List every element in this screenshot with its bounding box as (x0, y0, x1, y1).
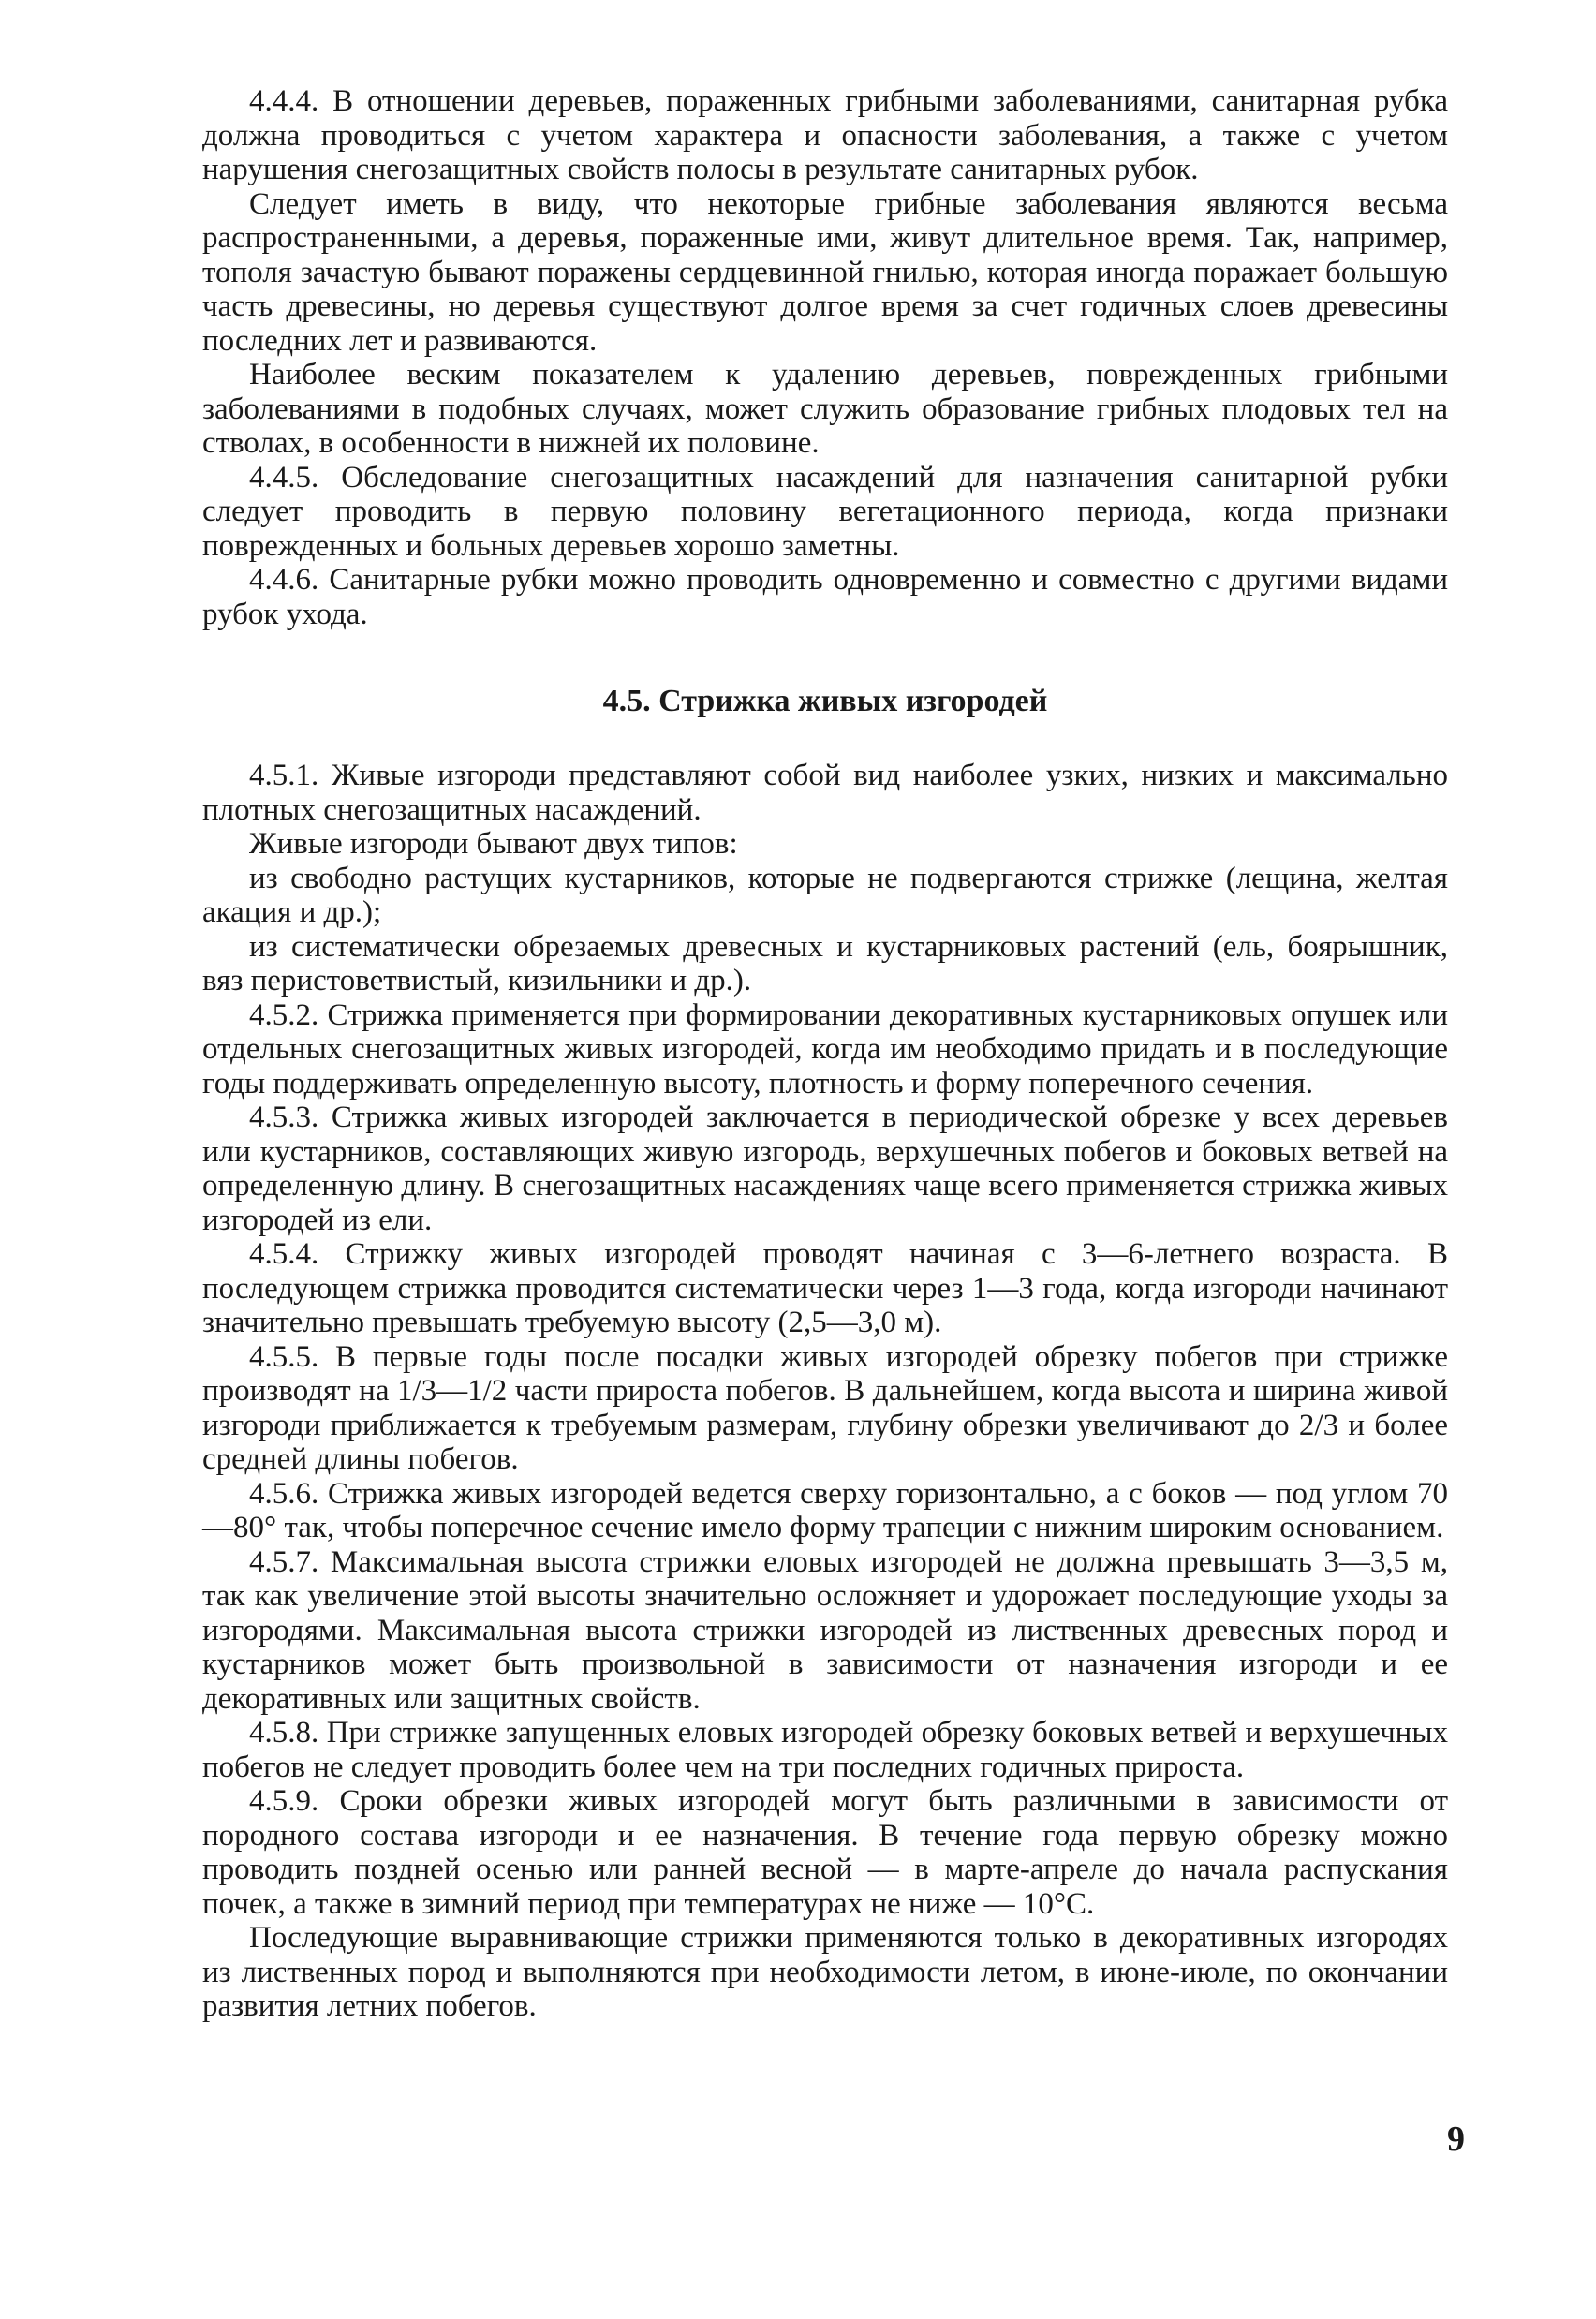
document-page (202, 84, 1448, 2024)
paragraph-hedge-types: Живые изгороди бывают двух типов: (249, 827, 738, 861)
paragraph-4-4-6: 4.4.6. Санитарные рубки можно проводить одновременно и совместно с другими видами рубок ухода. (202, 563, 1448, 631)
paragraph-removal-indicator: Наиболее веским показателем к удалению деревьев, поврежденных грибными заболеваниями в подобных случаях, может служить образование грибных плодовых тел на стволах, в особенности в нижней их половине. (202, 358, 1448, 460)
paragraph-4-5-5: 4.5.5. В первые годы после посадки живых изгородей обрезку побегов при стрижке производят на 1/3—1/2 части прироста побегов. В дальнейшем, когда высота и ширина живой изгороди приближается к требуемым размерам, глубину обрезки увеличивают до 2/3 и более средней длины побегов. (202, 1339, 1448, 1476)
section-4-5-text (202, 759, 1448, 2024)
paragraph-4-5-6: 4.5.6. Стрижка живых изгородей ведется сверху горизонтально, а с боков — под углом 70—80° так, чтобы поперечное сечение имело форму трапеции с нижним широким основанием. (202, 1476, 1448, 1544)
section-4-4-text (202, 84, 1448, 631)
paragraph-followup-trims: Последующие выравнивающие стрижки применяются только в декоративных изгородях из лиственных пород и выполняются при необходимости летом, в июне-июле, по окончании развития летних побегов. (202, 1921, 1448, 2023)
paragraph-4-4-5: 4.4.5. Обследование снегозащитных насаждений для назначения санитарной рубки следует проводить в первую половину вегетационного периода, когда признаки поврежденных и больных деревьев хорошо заметны. (202, 460, 1448, 563)
paragraph-4-5-1: 4.5.1. Живые изгороди представляют собой вид наиболее узких, низких и максимально плотных снегозащитных насаждений. (202, 759, 1448, 827)
paragraph-4-4-4: 4.4.4. В отношении деревьев, пораженных грибными заболеваниями, санитарная рубка должна проводиться с учетом характера и опасности заболевания, а также с учетом нарушения снегозащитных свойств полосы в результате санитарных рубок. (202, 84, 1448, 186)
paragraph-4-5-3: 4.5.3. Стрижка живых изгородей заключается в периодической обрезке у всех деревьев или кустарников, составляющих живую изгородь, верхушечных побегов и боковых ветвей на определенную длину. В снегозащитных насаждениях чаще всего применяется стрижка живых изгородей из ели. (202, 1100, 1448, 1237)
paragraph-type-free: из свободно растущих кустарников, которые не подвергаются стрижке (лещина, желтая акация и др.); (202, 861, 1448, 929)
paragraph-4-5-7: 4.5.7. Максимальная высота стрижки еловых изгородей не должна превышать 3—3,5 м, так как увеличение этой высоты значительно осложняет и удорожает последующие уходы за изгородями. Максимальная высота стрижки изгородей из лиственных древесных пород и кустарников может быть произвольной в зависимости от назначения изгороди и ее декоративных или защитных свойств. (202, 1544, 1448, 1716)
section-heading: 4.5. Стрижка живых изгородей (602, 684, 1048, 718)
paragraph-type-trimmed: из систематически обрезаемых древесных и кустарниковых растений (ель, боярышник, вяз перистоветвистый, кизильники и др.). (202, 929, 1448, 997)
paragraph-4-5-4: 4.5.4. Стрижку живых изгородей проводят начиная с 3—6-летнего возраста. В последующем стрижка проводится систематически через 1—3 года, когда изгороди начинают значительно превышать требуемую высоту (2,5—3,0 м). (202, 1237, 1448, 1339)
paragraph-fungal-note: Следует иметь в виду, что некоторые грибные заболевания являются весьма распространенными, а деревья, пораженные ими, живут длительное время. Так, например, тополя зачастую бывают поражены сердцевинной гнилью, которая иногда поражает большую часть древесины, но деревья существуют долгое время за счет годичных слоев древесины последних лет и развиваются. (202, 186, 1448, 358)
paragraph-4-5-2: 4.5.2. Стрижка применяется при формировании декоративных кустарниковых опушек или отдельных снегозащитных живых изгородей, когда им необходимо придать и в последующие годы поддерживать определенную высоту, плотность и форму поперечного сечения. (202, 997, 1448, 1100)
page-number: 9 (1447, 2120, 1465, 2159)
paragraph-4-5-9: 4.5.9. Сроки обрезки живых изгородей могут быть различными в зависимости от породного состава изгороди и ее назначения. В течение года первую обрезку можно проводить поздней осенью или ранней весной — в марте-апреле до начала распускания почек, а также в зимний период при температурах не ниже — 10°С. (202, 1784, 1448, 1921)
paragraph-4-5-8: 4.5.8. При стрижке запущенных еловых изгородей обрезку боковых ветвей и верхушечных побегов не следует проводить более чем на три последних годичных прироста. (202, 1716, 1448, 1784)
